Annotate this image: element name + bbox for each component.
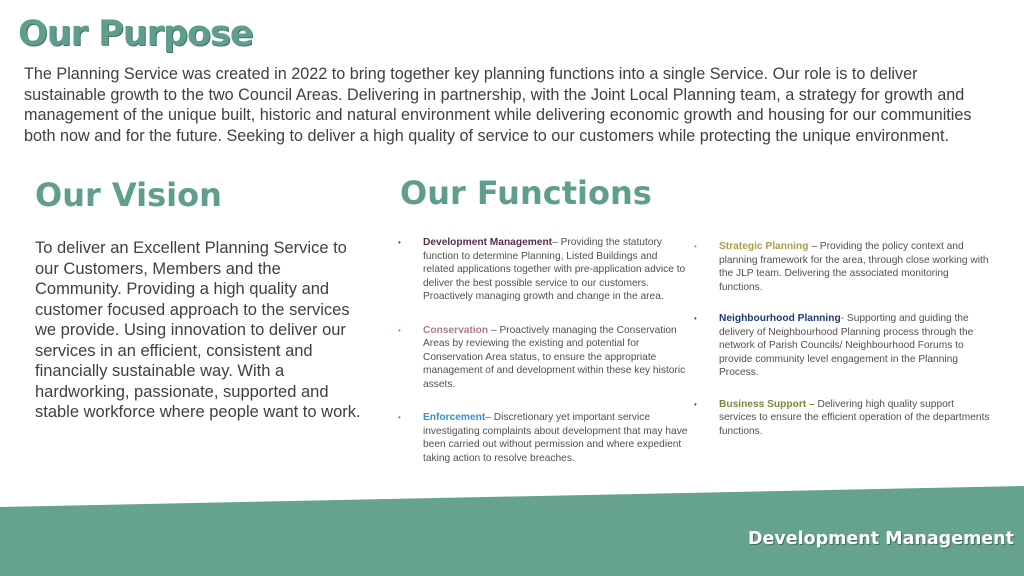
function-name: Neighbourhood Planning (719, 313, 841, 324)
bullet-icon: • (694, 242, 697, 251)
purpose-title: Our Purpose (18, 14, 253, 54)
function-separator: - (840, 313, 847, 324)
function-separator: – (808, 241, 820, 252)
function-separator: – (552, 237, 561, 248)
function-name: Business Support – (719, 398, 815, 410)
function-name: Development Management (423, 237, 553, 248)
function-name: Enforcement (423, 412, 486, 423)
purpose-text: The Planning Service was created in 2022 to bring together key planning functions into a single Service. Our role is to deliver sustainable growth to the two Council Areas. Delivering in partnership, with the Joint Local Planning team, a strategy for growth and management of the unique built, historic and natural environment while delivering economic growth and housing for our communities both now and for the future. Seeking to deliver a high quality of service to our customers while protecting the unique environment. (24, 65, 972, 145)
functions-title: Our Functions (400, 174, 652, 212)
function-description: Providing the statutory function to determine Planning, Listed Buildings and related applications together with pre-application advice to deliver the best possible service to our customers. Proactively managing growth and change in the area. (423, 237, 686, 302)
function-description: Delivering high quality support services to ensure the efficient operation of the departments functions. (719, 398, 990, 437)
function-description: Discretionary yet important service investigating complaints about development that may have been carried out without permission and where expedient taking action to resolve breaches. (423, 412, 688, 464)
vision-text: To deliver an Excellent Planning Service to our Customers, Members and the Community. Providing a high quality and customer focused approach to the services we provide. Using innovation to deliver our services in an efficient, consistent and financially sustainable way. With a hardworking, passionate, supported and stable workforce where people want to work. (35, 239, 361, 421)
function-separator: – (485, 412, 494, 423)
function-description: Supporting and guiding the delivery of Neighbourhood Planning process through the network of Parish Councils/ Neighbourhood Forums to provide community level engagement in the Planning Process. (719, 313, 974, 378)
bullet-icon: • (694, 399, 697, 409)
function-description: Providing the policy context and planning framework for the area, through close working with the JLP team. Delivering the associated monitoring functions. (719, 241, 989, 293)
function-name: Strategic Planning (719, 241, 809, 252)
bullet-icon: • (694, 314, 697, 323)
footer-label: Development Management (747, 529, 1014, 549)
function-separator: – (488, 324, 500, 336)
function-description: Proactively managing the Conservation Areas by reviewing the existing and potential for Conservation Area status, to ensure the appropriate management of and development within these key historic assets. (423, 324, 686, 390)
function-name: Conservation (423, 324, 489, 336)
bullet-icon: • (398, 413, 401, 422)
vision-title: Our Vision (35, 176, 222, 214)
bullet-icon: • (398, 325, 401, 335)
bullet-icon: • (398, 238, 401, 247)
